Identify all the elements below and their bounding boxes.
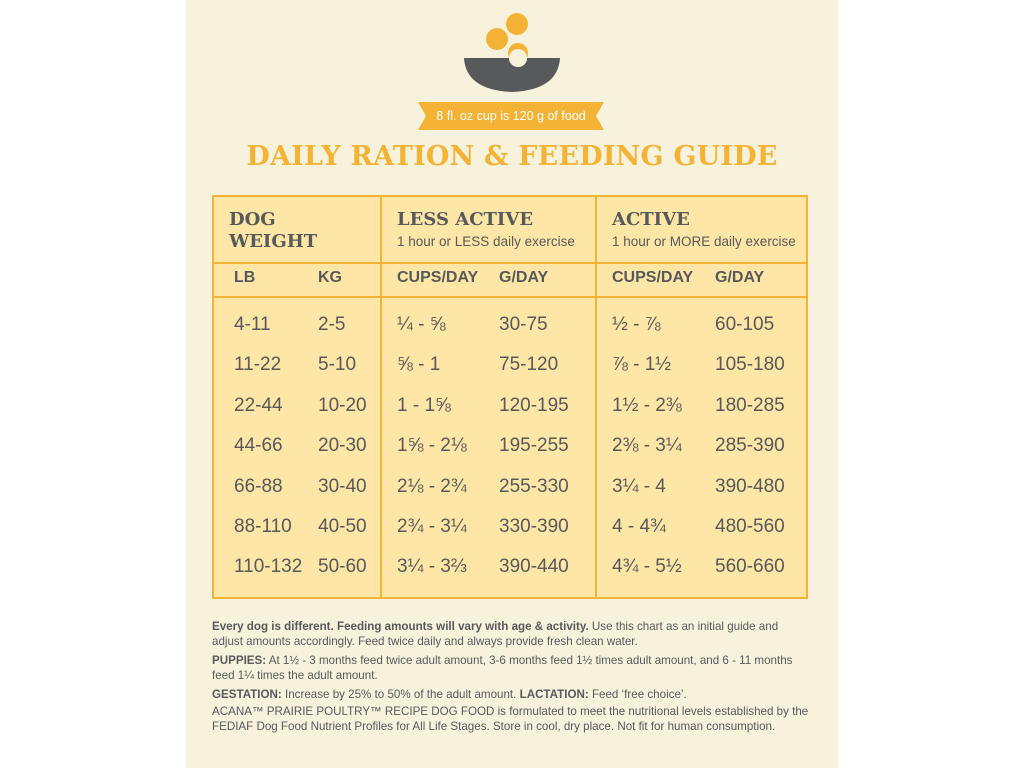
note-gestation-text: Increase by 25% to 50% of the adult amount. [281, 688, 520, 701]
cell-active-grams: 480-560 [715, 516, 785, 537]
cell-lb: 66-88 [234, 475, 283, 497]
feeding-guide-panel [186, 0, 838, 768]
note-gestation [212, 687, 812, 702]
cell-active-grams: 560-660 [715, 556, 785, 578]
cell-less-cups: 1 - 1⅝ [397, 394, 451, 416]
cell-active-grams: 60-105 [715, 314, 775, 335]
cell-active-cups: 2⅜ - 3¼ [612, 435, 682, 457]
cell-less-grams: 330-390 [499, 516, 569, 537]
cell-active-cups: 4 - 4¾ [612, 516, 666, 537]
note-lactation-label: LACTATION: [519, 688, 589, 701]
group-subtitle-active: 1 hour or MORE daily exercise [612, 234, 796, 249]
cell-kg: 10-20 [318, 394, 367, 416]
column-header-lb: LB [234, 269, 256, 286]
cell-less-grams: 390-440 [499, 556, 569, 578]
cell-active-grams: 285-390 [715, 435, 785, 457]
cell-less-cups: 1⅝ - 2⅛ [397, 435, 467, 457]
note-puppies-label: PUPPIES: [212, 654, 267, 667]
cell-lb: 4-11 [234, 314, 271, 335]
cell-less-cups: 2¾ - 3¼ [397, 516, 467, 537]
cell-kg: 50-60 [318, 556, 367, 578]
cell-lb: 88-110 [234, 516, 292, 537]
cell-less-grams: 30-75 [499, 314, 548, 335]
column-header-active-grams: G/DAY [715, 269, 765, 286]
group-header-active: ACTIVE [612, 209, 690, 230]
cell-active-grams: 390-480 [715, 475, 785, 497]
note-intro-bold: Every dog is different. Feeding amounts will vary with age & activity. [212, 620, 589, 633]
cell-active-cups: ⅞ - 1½ [612, 354, 672, 376]
column-divider [380, 197, 382, 597]
cell-kg: 30-40 [318, 475, 367, 497]
cell-active-cups: 3¼ - 4 [612, 475, 666, 497]
cell-active-grams: 105-180 [715, 354, 785, 376]
cell-kg: 5-10 [318, 354, 357, 376]
page-title: DAILY RATION & FEEDING GUIDE [246, 141, 778, 172]
note-lactation-text: Feed ‘free choice’. [588, 688, 687, 701]
group-header-dog-weight-line1: DOG [229, 209, 276, 230]
cell-less-cups: ⅝ - 1 [397, 354, 441, 376]
column-header-kg: KG [318, 269, 342, 286]
header-divider [214, 296, 806, 298]
cell-less-grams: 195-255 [499, 435, 569, 457]
cup-size-text: 8 fl. oz cup is 120 g of food [436, 109, 586, 123]
note-puppies-text: At 1½ - 3 months feed twice adult amount, 3-6 months feed 1½ times adult amount, and 6 - 11 months feed 1¼ times the adult amount. [212, 654, 793, 682]
cell-less-grams: 120-195 [499, 394, 569, 416]
cell-active-grams: 180-285 [715, 394, 785, 416]
cell-lb: 44-66 [234, 435, 283, 457]
cell-kg: 2-5 [318, 314, 346, 335]
note-formula: ACANA™ PRAIRIE POULTRY™ RECIPE DOG FOOD is formulated to meet the nutritional levels established by the FEDIAF Dog Food Nutrient Profiles for All Life Stages. Store in cool, dry place. Not fit for human consumption. [212, 705, 809, 733]
column-header-active-cups: CUPS/DAY [612, 269, 694, 286]
cell-kg: 40-50 [318, 516, 367, 537]
cell-lb: 110-132 [234, 556, 303, 578]
column-header-less-grams: G/DAY [499, 269, 549, 286]
cell-less-cups: 2⅛ - 2¾ [397, 475, 467, 497]
cup-size-banner [418, 102, 604, 130]
cell-kg: 20-30 [318, 435, 367, 457]
note-puppies [212, 653, 812, 683]
food-bowl-icon [462, 6, 562, 102]
cell-less-grams: 75-120 [499, 354, 559, 376]
feeding-table [212, 195, 808, 599]
note-intro [212, 619, 812, 649]
group-header-less-active: LESS ACTIVE [397, 209, 534, 230]
group-header-dog-weight-line2: WEIGHT [229, 231, 318, 252]
cell-less-cups: ¼ - ⅝ [397, 314, 446, 335]
cell-lb: 22-44 [234, 394, 283, 416]
column-divider [595, 197, 597, 597]
group-subtitle-less-active: 1 hour or LESS daily exercise [397, 234, 575, 249]
cell-active-cups: 1½ - 2⅜ [612, 394, 682, 416]
note-gestation-label: GESTATION: [212, 688, 282, 701]
cell-active-cups: 4¾ - 5½ [612, 556, 682, 578]
header-divider [214, 262, 806, 264]
cell-active-cups: ½ - ⅞ [612, 314, 661, 335]
note-intro-text: Use this chart as an initial guide and adjust amounts accordingly. Feed twice daily and always provide fresh clean water. [212, 620, 779, 648]
cell-lb: 11-22 [234, 354, 282, 376]
cell-less-grams: 255-330 [499, 475, 569, 497]
column-header-less-cups: CUPS/DAY [397, 269, 479, 286]
cell-less-cups: 3¼ - 3⅔ [397, 556, 467, 578]
feeding-notes [212, 619, 812, 738]
